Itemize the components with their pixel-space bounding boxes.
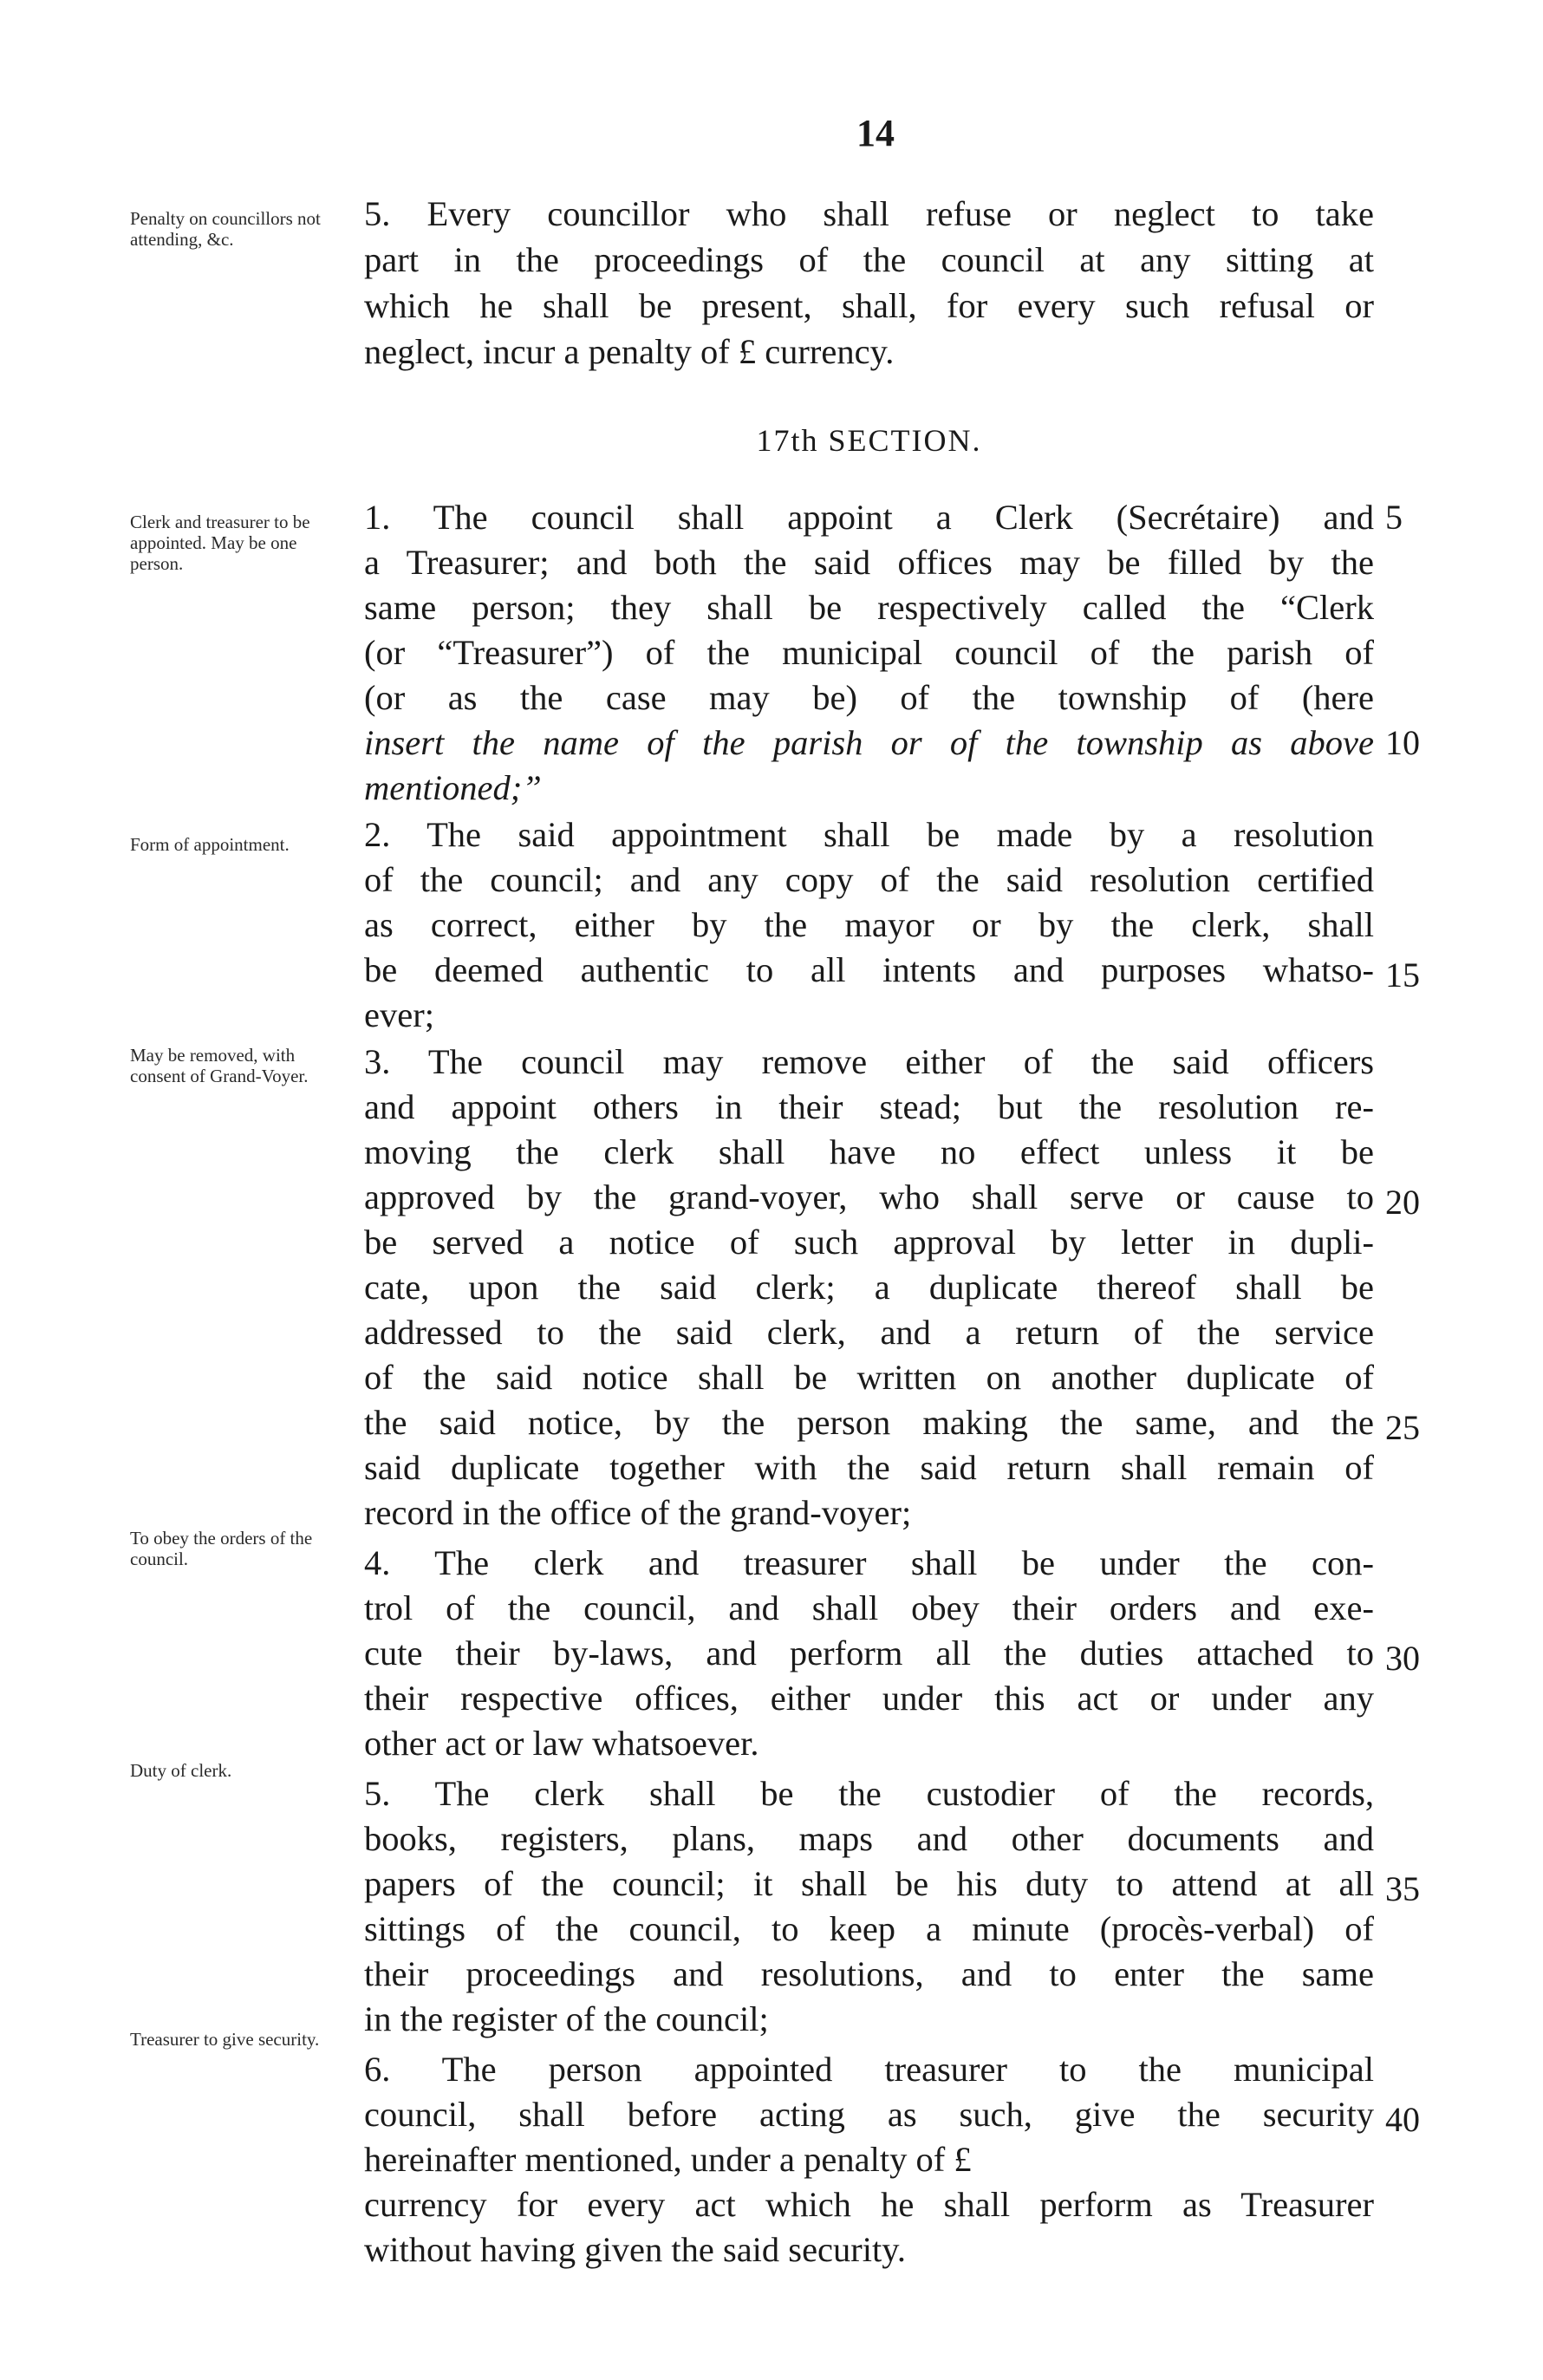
text-line: cute their by-laws, and perform all the duties attached to <box>364 1633 1374 1673</box>
text-line: said duplicate together with the said return shall remain of <box>364 1448 1374 1487</box>
text-line: insert the name of the parish or of the township as above <box>364 723 1374 762</box>
margin-note-clerk-treasurer: Clerk and treasurer to be appointed. May be one person. <box>130 512 310 574</box>
line-number: 20 <box>1385 1183 1420 1222</box>
text-line: hereinafter mentioned, under a penalty of £ <box>364 2140 972 2179</box>
text-line: trol of the council, and shall obey their orders and exe- <box>364 1588 1374 1627</box>
text-line: 3. The council may remove either of the said officers <box>364 1042 1374 1081</box>
line-number: 25 <box>1385 1408 1420 1447</box>
line-number: 30 <box>1385 1639 1420 1678</box>
section-heading: 17th SECTION. <box>756 423 982 458</box>
margin-note-penalty: Penalty on councillors not attending, &c. <box>130 208 321 250</box>
line-number: 10 <box>1385 723 1420 762</box>
line-number: 40 <box>1385 2100 1420 2139</box>
text-line: papers of the council; it shall be his duty to attend at all <box>364 1864 1374 1903</box>
text-line: ever; <box>364 995 434 1034</box>
text-line: be served a notice of such approval by letter in dupli- <box>364 1223 1374 1262</box>
text-line: cate, upon the said clerk; a duplicate thereof shall be <box>364 1268 1374 1307</box>
text-line: books, registers, plans, maps and other documents and <box>364 1819 1374 1858</box>
text-line: mentioned;” <box>364 768 542 807</box>
line-number: 35 <box>1385 1869 1420 1908</box>
text-line: without having given the said security. <box>364 2230 907 2269</box>
text-line: in the register of the council; <box>364 1999 769 2038</box>
text-line: moving the clerk shall have no effect unless it be <box>364 1132 1374 1171</box>
page-number: 14 <box>856 112 895 154</box>
line-number: 15 <box>1385 955 1420 994</box>
margin-note-form-of-appointment: Form of appointment. <box>130 834 290 855</box>
line-number: 5 <box>1385 498 1403 537</box>
text-line: 6. The person appointed treasurer to the municipal <box>364 2050 1374 2089</box>
text-line: be deemed authentic to all intents and purposes whatso- <box>364 950 1374 989</box>
text-line: their proceedings and resolutions, and to enter the same <box>364 1954 1374 1993</box>
text-line: 4. The clerk and treasurer shall be under the con- <box>364 1543 1374 1582</box>
margin-note-duty-of-clerk: Duty of clerk. <box>130 1760 232 1781</box>
margin-note-obey-orders: To obey the orders of the council. <box>130 1528 313 1569</box>
margin-note-may-be-removed: May be removed, with consent of Grand-Voyer. <box>130 1045 309 1086</box>
text-line: 5. The clerk shall be the custodier of the records, <box>364 1774 1374 1813</box>
text-line: council, shall before acting as such, give the security <box>364 2095 1374 2134</box>
text-line: 1. The council shall appoint a Clerk (Secrétaire) and <box>364 498 1374 537</box>
text-line: approved by the grand-voyer, who shall serve or cause to <box>364 1177 1374 1216</box>
text-line: 5. Every councillor who shall refuse or neglect to take <box>364 194 1374 233</box>
text-line: other act or law whatsoever. <box>364 1724 759 1763</box>
text-line: (or as the case may be) of the township of (here <box>364 678 1374 717</box>
text-line: addressed to the said clerk, and a return of the service <box>364 1313 1374 1352</box>
text-line: currency for every act which he shall perform as Treasurer <box>364 2185 1374 2224</box>
text-line: record in the office of the grand-voyer; <box>364 1493 912 1532</box>
text-line: same person; they shall be respectively called the “Clerk <box>364 588 1374 627</box>
text-line: 2. The said appointment shall be made by a resolution <box>364 815 1374 854</box>
text-line: and appoint others in their stead; but the resolution re- <box>364 1087 1374 1126</box>
text-line: sittings of the council, to keep a minute (procès-verbal) of <box>364 1909 1374 1948</box>
margin-note-treasurer-security: Treasurer to give security. <box>130 2029 320 2050</box>
text-line: which he shall be present, shall, for every such refusal or <box>364 286 1374 325</box>
text-line: neglect, incur a penalty of £ currency. <box>364 332 895 371</box>
text-line: (or “Treasurer”) of the municipal council of the parish of <box>364 633 1374 672</box>
text-line: of the said notice shall be written on another duplicate of <box>364 1358 1374 1397</box>
text-line: the said notice, by the person making the same, and the <box>364 1403 1374 1442</box>
text-line: part in the proceedings of the council at any sitting at <box>364 240 1374 279</box>
text-line: as correct, either by the mayor or by the clerk, shall <box>364 905 1374 944</box>
text-line: of the council; and any copy of the said resolution certified <box>364 860 1374 899</box>
text-line: a Treasurer; and both the said offices may be filled by the <box>364 543 1374 582</box>
text-line: their respective offices, either under this act or under any <box>364 1679 1374 1718</box>
